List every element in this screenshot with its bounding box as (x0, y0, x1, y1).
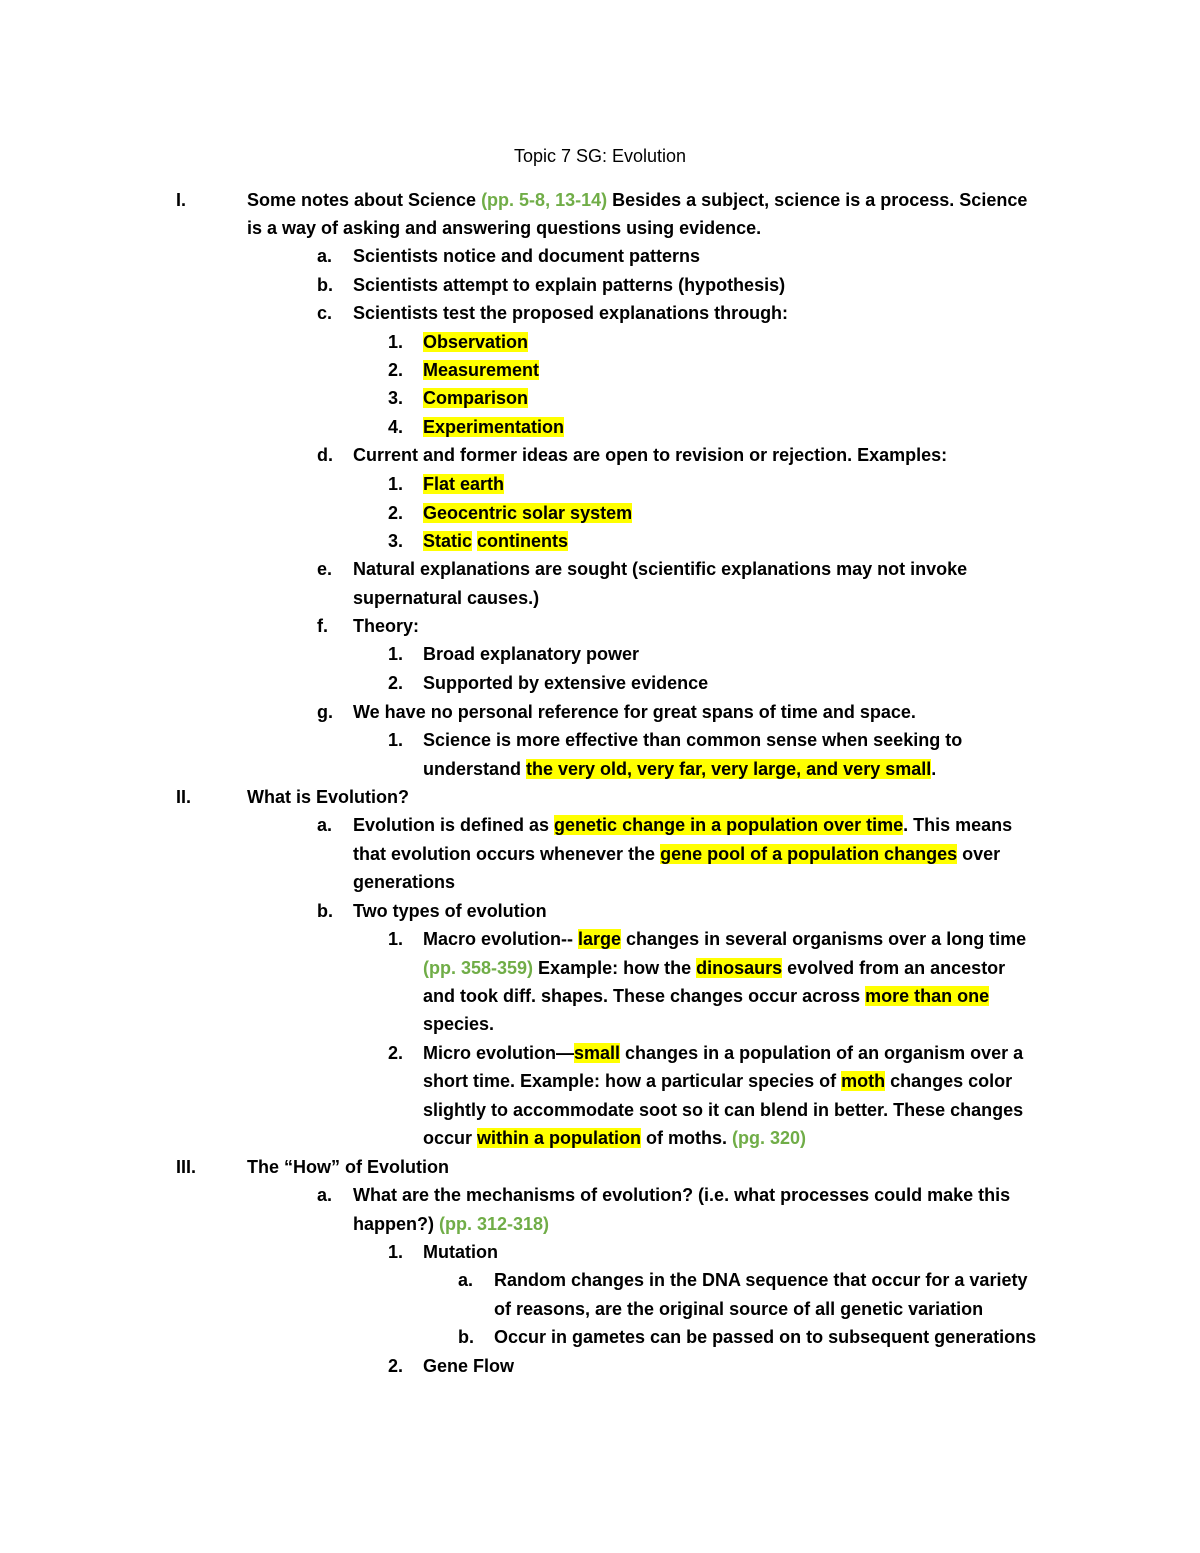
outline-line (423, 1099, 1023, 1121)
outline-line (353, 900, 547, 922)
text-run: Mutation (423, 1242, 498, 1262)
outline-line (423, 1127, 806, 1149)
outline-line (423, 473, 504, 495)
list-marker: 1. (388, 1242, 404, 1262)
page-reference: (pp. 358-359) (423, 958, 534, 978)
outline-line (353, 587, 539, 609)
outline-line (423, 387, 528, 409)
outline-line (423, 985, 989, 1007)
outline-line (494, 1326, 1036, 1348)
outline-line (353, 701, 916, 723)
outline-line (353, 1213, 549, 1235)
list-marker: a. (458, 1270, 474, 1290)
highlighted-text: dinosaurs (696, 958, 783, 978)
outline-line (494, 1298, 983, 1320)
highlighted-text: the very old, very far, very large, and very small (526, 759, 932, 779)
outline-line (423, 928, 1026, 950)
text-run: happen?) (353, 1214, 439, 1234)
text-run: changes in several organisms over a long time (621, 929, 1027, 949)
highlighted-text: large (578, 929, 622, 949)
list-marker: 4. (388, 417, 404, 437)
outline-line (247, 786, 409, 808)
outline-line (423, 1042, 1023, 1064)
text-run: Some notes about Science (247, 190, 482, 210)
text-run: occur (423, 1128, 478, 1148)
page-reference: (pg. 320) (732, 1128, 807, 1148)
text-run: Gene Flow (423, 1356, 515, 1376)
list-marker: 1. (388, 730, 404, 750)
text-run: . (931, 759, 937, 779)
outline-line (423, 1241, 498, 1263)
outline-line (353, 615, 419, 637)
outline-line (353, 444, 947, 466)
list-marker: I. (176, 190, 187, 210)
text-run: short time. Example: how a particular species of (423, 1071, 842, 1091)
outline-line (247, 189, 1027, 211)
list-marker: e. (317, 559, 333, 579)
text-run: Micro evolution— (423, 1043, 575, 1063)
list-marker: a. (317, 1185, 333, 1205)
text-run: Two types of evolution (353, 901, 547, 921)
list-marker: 1. (388, 644, 404, 664)
text-run: Science is more effective than common sense when seeking to (423, 730, 963, 750)
text-run: changes in a population of an organism over a (620, 1043, 1024, 1063)
list-marker: 2. (388, 360, 404, 380)
highlighted-text: Comparison (423, 388, 529, 408)
text-run: Occur in gametes can be passed on to subsequent generations (494, 1327, 1037, 1347)
text-run: generations (353, 872, 456, 892)
text-run: Natural explanations are sought (scientific explanations may not invoke (353, 559, 968, 579)
text-run: Scientists notice and document patterns (353, 246, 701, 266)
outline-line (423, 1355, 514, 1377)
text-run: What are the mechanisms of evolution? (i.e. what processes could make this (353, 1185, 1011, 1205)
outline-line (423, 1070, 1012, 1092)
outline-line (353, 302, 788, 324)
outline-line (423, 643, 639, 665)
list-marker: 2. (388, 1356, 404, 1376)
text-run: Broad explanatory power (423, 644, 640, 664)
outline-line (353, 871, 455, 893)
list-marker: g. (317, 702, 333, 722)
text-run: . This means (903, 815, 1013, 835)
text-run: is a way of asking and answering questions using evidence. (247, 218, 762, 238)
outline-line (353, 558, 967, 580)
outline-line (423, 331, 528, 353)
text-run: The “How” of Evolution (247, 1157, 449, 1177)
highlighted-text: continents (477, 531, 569, 551)
list-marker: III. (176, 1157, 197, 1177)
highlighted-text: genetic change in a population over time (554, 815, 904, 835)
outline-line (423, 416, 564, 438)
text-run: Theory: (353, 616, 420, 636)
highlighted-text: Measurement (423, 360, 540, 380)
highlighted-text: small (574, 1043, 621, 1063)
list-marker: a. (317, 246, 333, 266)
list-marker: 3. (388, 531, 404, 551)
outline-line (353, 274, 785, 296)
text-run: Macro evolution-- (423, 929, 579, 949)
outline-line (423, 1013, 494, 1035)
highlighted-text: Static (423, 531, 473, 551)
list-marker: b. (458, 1327, 474, 1347)
text-run: of reasons, are the original source of all genetic variation (494, 1299, 984, 1319)
text-run: slightly to accommodate soot so it can blend in better. These changes (423, 1100, 1024, 1120)
highlighted-text: moth (841, 1071, 886, 1091)
highlighted-text: within a population (477, 1128, 642, 1148)
outline-line (353, 843, 1000, 865)
text-run: of moths. (641, 1128, 733, 1148)
highlighted-text: Geocentric solar system (423, 503, 633, 523)
outline-line (353, 1184, 1010, 1206)
text-run: Example: how the (533, 958, 697, 978)
list-marker: 1. (388, 474, 404, 494)
outline-line (494, 1269, 1027, 1291)
page-reference: (pp. 5-8, 13-14) (481, 190, 608, 210)
list-marker: 1. (388, 929, 404, 949)
text-run: Current and former ideas are open to revision or rejection. Examples: (353, 445, 948, 465)
page-reference: (pp. 312-318) (439, 1214, 550, 1234)
outline-line (353, 814, 1012, 836)
list-marker: a. (317, 815, 333, 835)
list-marker: 2. (388, 1043, 404, 1063)
text-run: What is Evolution? (247, 787, 409, 807)
highlighted-text: Flat earth (423, 474, 505, 494)
list-marker: b. (317, 275, 333, 295)
list-marker: 1. (388, 332, 404, 352)
outline-line (423, 729, 962, 751)
text-run: supernatural causes.) (353, 588, 540, 608)
text-run: Scientists test the proposed explanations through: (353, 303, 789, 323)
highlighted-text: Observation (423, 332, 529, 352)
text-run: We have no personal reference for great spans of time and space. (353, 702, 916, 722)
text-run: Random changes in the DNA sequence that occur for a variety (494, 1270, 1028, 1290)
list-marker: 3. (388, 388, 404, 408)
text-run: evolved from an ancestor (782, 958, 1006, 978)
document-title: Topic 7 SG: Evolution (513, 146, 687, 166)
text-run: Scientists attempt to explain patterns (hypothesis) (353, 275, 786, 295)
list-marker: 2. (388, 503, 404, 523)
text-run: that evolution occurs whenever the (353, 844, 661, 864)
highlighted-text: Experimentation (423, 417, 565, 437)
text-run: and took diff. shapes. These changes occur across (423, 986, 866, 1006)
outline-line (247, 217, 761, 239)
outline-line (423, 758, 936, 780)
list-marker: d. (317, 445, 333, 465)
highlighted-text: gene pool of a population changes (660, 844, 958, 864)
text-run: understand (423, 759, 527, 779)
highlighted-text: more than one (865, 986, 990, 1006)
text-run: species. (423, 1014, 495, 1034)
outline-line (423, 502, 632, 524)
text-run: Besides a subject, science is a process. Science (607, 190, 1028, 210)
list-marker: 2. (388, 673, 404, 693)
list-marker: b. (317, 901, 333, 921)
outline-line (423, 672, 708, 694)
text-run: changes color (885, 1071, 1013, 1091)
list-marker: f. (317, 616, 328, 636)
list-marker: c. (317, 303, 333, 323)
text-run: over (957, 844, 1001, 864)
outline-line (247, 1156, 449, 1178)
outline-line (423, 530, 568, 552)
text-run: Supported by extensive evidence (423, 673, 709, 693)
list-marker: II. (176, 787, 192, 807)
outline-line (423, 957, 1005, 979)
outline-line (353, 245, 700, 267)
text-run: Evolution is defined as (353, 815, 555, 835)
outline-line (423, 359, 539, 381)
